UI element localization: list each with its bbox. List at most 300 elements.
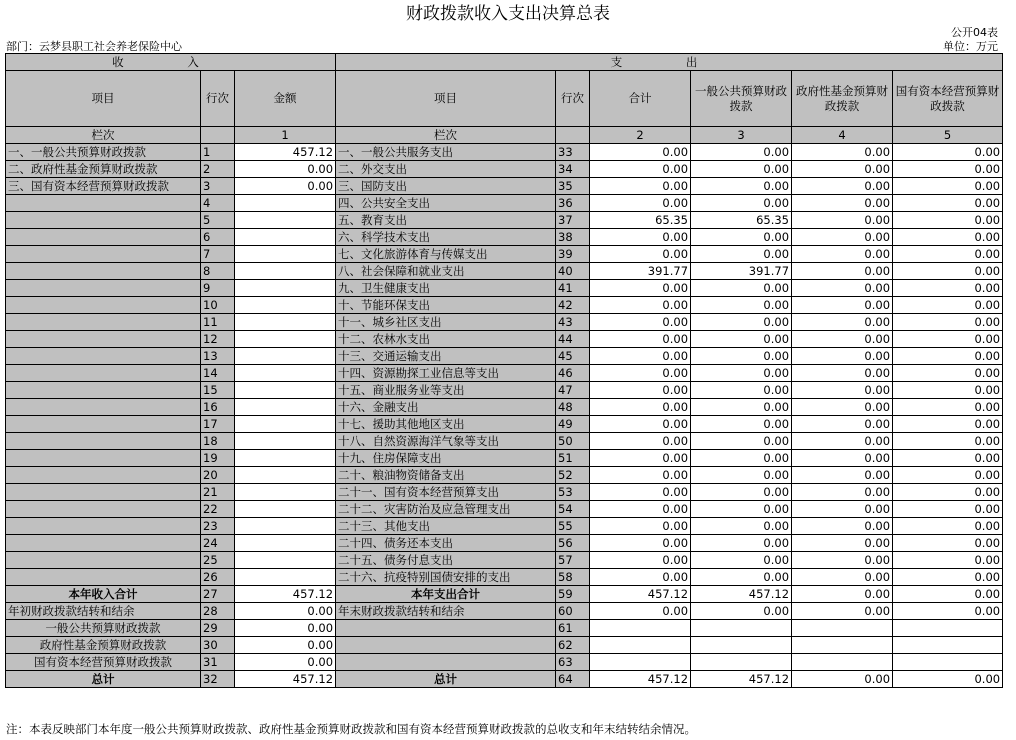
expense-state: 0.00 [893,161,1003,178]
expense-row-no: 61 [556,620,590,637]
income-amount: 457.12 [235,671,336,688]
income-item [6,416,201,433]
income-item [6,331,201,348]
expense-item: 九、卫生健康支出 [336,280,556,297]
expense-total: 0.00 [590,467,691,484]
expense-fund: 0.00 [792,263,893,280]
expense-state: 0.00 [893,416,1003,433]
expense-state: 0.00 [893,331,1003,348]
expense-general: 0.00 [691,484,792,501]
income-item [6,314,201,331]
table-row [6,433,1003,450]
expense-row-no: 48 [556,399,590,416]
income-amount [235,246,336,263]
table-row [6,603,1003,620]
expense-total: 0.00 [590,399,691,416]
expense-row-no: 43 [556,314,590,331]
expense-state: 0.00 [893,144,1003,161]
income-item: 总计 [6,671,201,688]
expense-fund: 0.00 [792,433,893,450]
income-item [6,212,201,229]
expense-row-no: 51 [556,450,590,467]
income-item [6,433,201,450]
expense-item: 十一、城乡社区支出 [336,314,556,331]
expense-state: 0.00 [893,569,1003,586]
expense-fund: 0.00 [792,450,893,467]
table-row [6,484,1003,501]
seq-label-income: 栏次 [6,127,201,144]
expense-state: 0.00 [893,603,1003,620]
table-row [6,195,1003,212]
expense-state: 0.00 [893,552,1003,569]
expense-item: 七、文化旅游体育与传媒支出 [336,246,556,263]
income-item: 二、政府性基金预算财政拨款 [6,161,201,178]
expense-row-no: 60 [556,603,590,620]
expense-general: 0.00 [691,382,792,399]
income-item: 一、一般公共预算财政拨款 [6,144,201,161]
table-row [6,467,1003,484]
income-row-no: 26 [201,569,235,586]
expense-state [893,654,1003,671]
income-row-no: 9 [201,280,235,297]
expense-total: 0.00 [590,246,691,263]
income-amount: 0.00 [235,637,336,654]
expense-general: 0.00 [691,450,792,467]
expense-general: 0.00 [691,518,792,535]
expense-state: 0.00 [893,280,1003,297]
expense-general: 0.00 [691,314,792,331]
income-amount [235,348,336,365]
expense-general: 0.00 [691,416,792,433]
expense-total: 0.00 [590,178,691,195]
income-amount [235,535,336,552]
table-row [6,416,1003,433]
table-row [6,399,1003,416]
income-amount [235,416,336,433]
expense-general: 0.00 [691,535,792,552]
expense-item: 三、国防支出 [336,178,556,195]
table-row [6,365,1003,382]
income-amount: 457.12 [235,586,336,603]
expense-item: 十九、住房保障支出 [336,450,556,467]
income-row-no: 28 [201,603,235,620]
seq-2: 2 [590,127,691,144]
expense-general [691,620,792,637]
income-row-no: 22 [201,501,235,518]
table-row [6,280,1003,297]
expense-total: 0.00 [590,144,691,161]
income-amount [235,229,336,246]
expense-total: 0.00 [590,501,691,518]
expense-fund: 0.00 [792,484,893,501]
table-row [6,552,1003,569]
expense-item: 十八、自然资源海洋气象等支出 [336,433,556,450]
col-total: 合计 [590,71,691,127]
expense-total: 0.00 [590,569,691,586]
expense-row-no: 41 [556,280,590,297]
income-row-no: 23 [201,518,235,535]
income-amount [235,297,336,314]
expense-general: 457.12 [691,586,792,603]
expense-total: 0.00 [590,552,691,569]
expense-state: 0.00 [893,535,1003,552]
income-item [6,195,201,212]
expense-state: 0.00 [893,348,1003,365]
expense-state: 0.00 [893,518,1003,535]
expense-general: 65.35 [691,212,792,229]
table-row [6,535,1003,552]
expense-row-no: 63 [556,654,590,671]
table-row [6,450,1003,467]
income-row-no: 8 [201,263,235,280]
expense-item: 十、节能环保支出 [336,297,556,314]
income-item: 一般公共预算财政拨款 [6,620,201,637]
expense-general: 0.00 [691,161,792,178]
expense-general: 0.00 [691,195,792,212]
expense-total: 0.00 [590,229,691,246]
expense-fund: 0.00 [792,144,893,161]
table-row [6,263,1003,280]
income-item [6,229,201,246]
expense-general: 0.00 [691,433,792,450]
income-item [6,484,201,501]
expense-general: 0.00 [691,246,792,263]
income-row-no: 18 [201,433,235,450]
expense-general: 0.00 [691,467,792,484]
seq-5: 5 [893,127,1003,144]
expense-item: 二十四、债务还本支出 [336,535,556,552]
income-row-no: 13 [201,348,235,365]
expense-total: 0.00 [590,195,691,212]
expense-state: 0.00 [893,382,1003,399]
income-amount [235,552,336,569]
expense-state: 0.00 [893,178,1003,195]
expense-fund: 0.00 [792,382,893,399]
income-item [6,467,201,484]
expense-total: 391.77 [590,263,691,280]
budget-table [5,53,1003,688]
expense-row-no: 36 [556,195,590,212]
expense-item: 二十三、其他支出 [336,518,556,535]
expense-row-no: 64 [556,671,590,688]
expense-row-no: 40 [556,263,590,280]
expense-total: 0.00 [590,161,691,178]
expense-item: 二、外交支出 [336,161,556,178]
expense-fund: 0.00 [792,535,893,552]
page-title: 财政拨款收入支出决算总表 [406,4,610,24]
income-row-no: 31 [201,654,235,671]
income-amount [235,450,336,467]
expense-row-no: 49 [556,416,590,433]
expense-total: 0.00 [590,484,691,501]
expense-row-no: 62 [556,637,590,654]
expense-fund: 0.00 [792,246,893,263]
income-item [6,280,201,297]
expense-fund: 0.00 [792,178,893,195]
expense-state: 0.00 [893,433,1003,450]
expense-state: 0.00 [893,365,1003,382]
expense-row-no: 34 [556,161,590,178]
expense-fund: 0.00 [792,586,893,603]
table-row [6,144,1003,161]
expense-item: 年末财政拨款结转和结余 [336,603,556,620]
income-item: 三、国有资本经营预算财政拨款 [6,178,201,195]
table-row [6,331,1003,348]
table-row [6,178,1003,195]
seq-4: 4 [792,127,893,144]
col-income-amount: 金额 [235,71,336,127]
expense-fund: 0.00 [792,314,893,331]
expense-item: 五、教育支出 [336,212,556,229]
expense-row-no: 39 [556,246,590,263]
expense-state [893,620,1003,637]
income-row-no: 12 [201,331,235,348]
department-label: 部门：云梦县职工社会养老保险中心 [6,40,182,53]
income-amount [235,365,336,382]
expense-state: 0.00 [893,450,1003,467]
expense-total: 0.00 [590,382,691,399]
expense-general: 0.00 [691,603,792,620]
income-amount: 0.00 [235,178,336,195]
expense-item [336,620,556,637]
income-amount [235,569,336,586]
expense-row-no: 56 [556,535,590,552]
table-row [6,586,1003,603]
expense-total: 65.35 [590,212,691,229]
expense-fund: 0.00 [792,569,893,586]
expense-fund: 0.00 [792,671,893,688]
income-row-no: 14 [201,365,235,382]
income-row-no: 6 [201,229,235,246]
income-amount [235,433,336,450]
income-amount: 457.12 [235,144,336,161]
income-item [6,552,201,569]
expense-total: 0.00 [590,603,691,620]
table-row [6,212,1003,229]
table-row [6,229,1003,246]
income-item [6,518,201,535]
expense-total [590,620,691,637]
seq-empty-expense [556,127,590,144]
unit-label: 单位：万元 [943,40,998,53]
expense-item: 二十二、灾害防治及应急管理支出 [336,501,556,518]
income-row-no: 15 [201,382,235,399]
expense-general [691,637,792,654]
income-row-no: 5 [201,212,235,229]
col-income-item: 项目 [6,71,201,127]
income-row-no: 29 [201,620,235,637]
expense-total: 0.00 [590,535,691,552]
income-item: 国有资本经营预算财政拨款 [6,654,201,671]
income-item [6,365,201,382]
income-item: 政府性基金预算财政拨款 [6,637,201,654]
expense-general: 0.00 [691,399,792,416]
income-item [6,246,201,263]
income-item [6,263,201,280]
expense-fund: 0.00 [792,518,893,535]
expense-state: 0.00 [893,246,1003,263]
expense-row-no: 45 [556,348,590,365]
expense-fund: 0.00 [792,501,893,518]
income-item [6,399,201,416]
expense-total: 0.00 [590,365,691,382]
income-item [6,535,201,552]
income-amount [235,518,336,535]
income-row-no: 19 [201,450,235,467]
expense-fund: 0.00 [792,229,893,246]
expense-fund: 0.00 [792,348,893,365]
table-row [6,246,1003,263]
income-amount [235,467,336,484]
expense-row-no: 59 [556,586,590,603]
expense-item: 本年支出合计 [336,586,556,603]
expense-item: 十六、金融支出 [336,399,556,416]
expense-fund: 0.00 [792,297,893,314]
form-code: 公开04表 [951,26,998,39]
expense-row-no: 50 [556,433,590,450]
expense-state: 0.00 [893,314,1003,331]
income-item [6,348,201,365]
income-amount: 0.00 [235,654,336,671]
expense-total: 457.12 [590,586,691,603]
expense-state [893,637,1003,654]
expense-fund: 0.00 [792,212,893,229]
income-row-no: 25 [201,552,235,569]
income-item [6,450,201,467]
expense-item: 二十五、债务付息支出 [336,552,556,569]
expense-item: 十七、援助其他地区支出 [336,416,556,433]
income-row-no: 2 [201,161,235,178]
income-row-no: 17 [201,416,235,433]
expense-state: 0.00 [893,229,1003,246]
income-item [6,382,201,399]
expense-general: 0.00 [691,297,792,314]
table-row [6,348,1003,365]
income-group-header: 收 入 [6,54,336,71]
expense-row-no: 55 [556,518,590,535]
income-item [6,297,201,314]
expense-item: 一、一般公共服务支出 [336,144,556,161]
expense-fund: 0.00 [792,331,893,348]
col-fund: 政府性基金预算财政拨款 [792,71,893,127]
table-row [6,382,1003,399]
expense-fund: 0.00 [792,161,893,178]
income-row-no: 11 [201,314,235,331]
col-expense-item: 项目 [336,71,556,127]
expense-row-no: 47 [556,382,590,399]
income-amount [235,399,336,416]
table-row [6,314,1003,331]
table-note: 注：本表反映部门本年度一般公共预算财政拨款、政府性基金预算财政拨款和国有资本经营预算财政拨款的总收支和年末结转结余情况。 [6,722,696,736]
income-amount [235,263,336,280]
expense-fund: 0.00 [792,603,893,620]
table-row [6,518,1003,535]
expense-fund [792,620,893,637]
expense-general: 0.00 [691,229,792,246]
income-row-no: 1 [201,144,235,161]
expense-total: 0.00 [590,433,691,450]
expense-row-no: 58 [556,569,590,586]
expense-fund: 0.00 [792,467,893,484]
seq-1: 1 [235,127,336,144]
expense-fund: 0.00 [792,552,893,569]
expense-row-no: 52 [556,467,590,484]
expense-state: 0.00 [893,297,1003,314]
seq-3: 3 [691,127,792,144]
expense-fund [792,637,893,654]
expense-state: 0.00 [893,501,1003,518]
expense-item: 十二、农林水支出 [336,331,556,348]
income-amount [235,195,336,212]
expense-fund [792,654,893,671]
expense-general: 0.00 [691,348,792,365]
income-amount [235,484,336,501]
expense-row-no: 38 [556,229,590,246]
income-amount [235,280,336,297]
expense-row-no: 53 [556,484,590,501]
expense-group-header: 支 出 [336,54,1003,71]
expense-item [336,637,556,654]
expense-total [590,654,691,671]
expense-item: 二十一、国有资本经营预算支出 [336,484,556,501]
expense-row-no: 44 [556,331,590,348]
seq-empty-income [201,127,235,144]
income-amount: 0.00 [235,161,336,178]
income-row-no: 24 [201,535,235,552]
expense-general: 0.00 [691,365,792,382]
income-item [6,501,201,518]
expense-general: 0.00 [691,178,792,195]
expense-total: 0.00 [590,518,691,535]
income-amount [235,331,336,348]
col-general: 一般公共预算财政拨款 [691,71,792,127]
income-amount: 0.00 [235,603,336,620]
expense-item: 八、社会保障和就业支出 [336,263,556,280]
expense-general: 0.00 [691,280,792,297]
income-row-no: 21 [201,484,235,501]
expense-total: 0.00 [590,280,691,297]
income-amount [235,212,336,229]
income-amount [235,382,336,399]
income-amount [235,314,336,331]
table-row [6,161,1003,178]
expense-general: 0.00 [691,569,792,586]
expense-total: 0.00 [590,348,691,365]
income-item: 本年收入合计 [6,586,201,603]
expense-item: 十三、交通运输支出 [336,348,556,365]
expense-item: 十五、商业服务业等支出 [336,382,556,399]
expense-general [691,654,792,671]
col-expense-row: 行次 [556,71,590,127]
expense-item: 四、公共安全支出 [336,195,556,212]
income-row-no: 10 [201,297,235,314]
expense-total: 457.12 [590,671,691,688]
income-row-no: 30 [201,637,235,654]
table-row [6,620,1003,637]
expense-row-no: 54 [556,501,590,518]
expense-row-no: 46 [556,365,590,382]
income-row-no: 32 [201,671,235,688]
income-amount: 0.00 [235,620,336,637]
expense-general: 0.00 [691,552,792,569]
expense-fund: 0.00 [792,195,893,212]
expense-fund: 0.00 [792,365,893,382]
expense-state: 0.00 [893,263,1003,280]
income-row-no: 3 [201,178,235,195]
expense-row-no: 57 [556,552,590,569]
table-row [6,671,1003,688]
expense-general: 0.00 [691,144,792,161]
